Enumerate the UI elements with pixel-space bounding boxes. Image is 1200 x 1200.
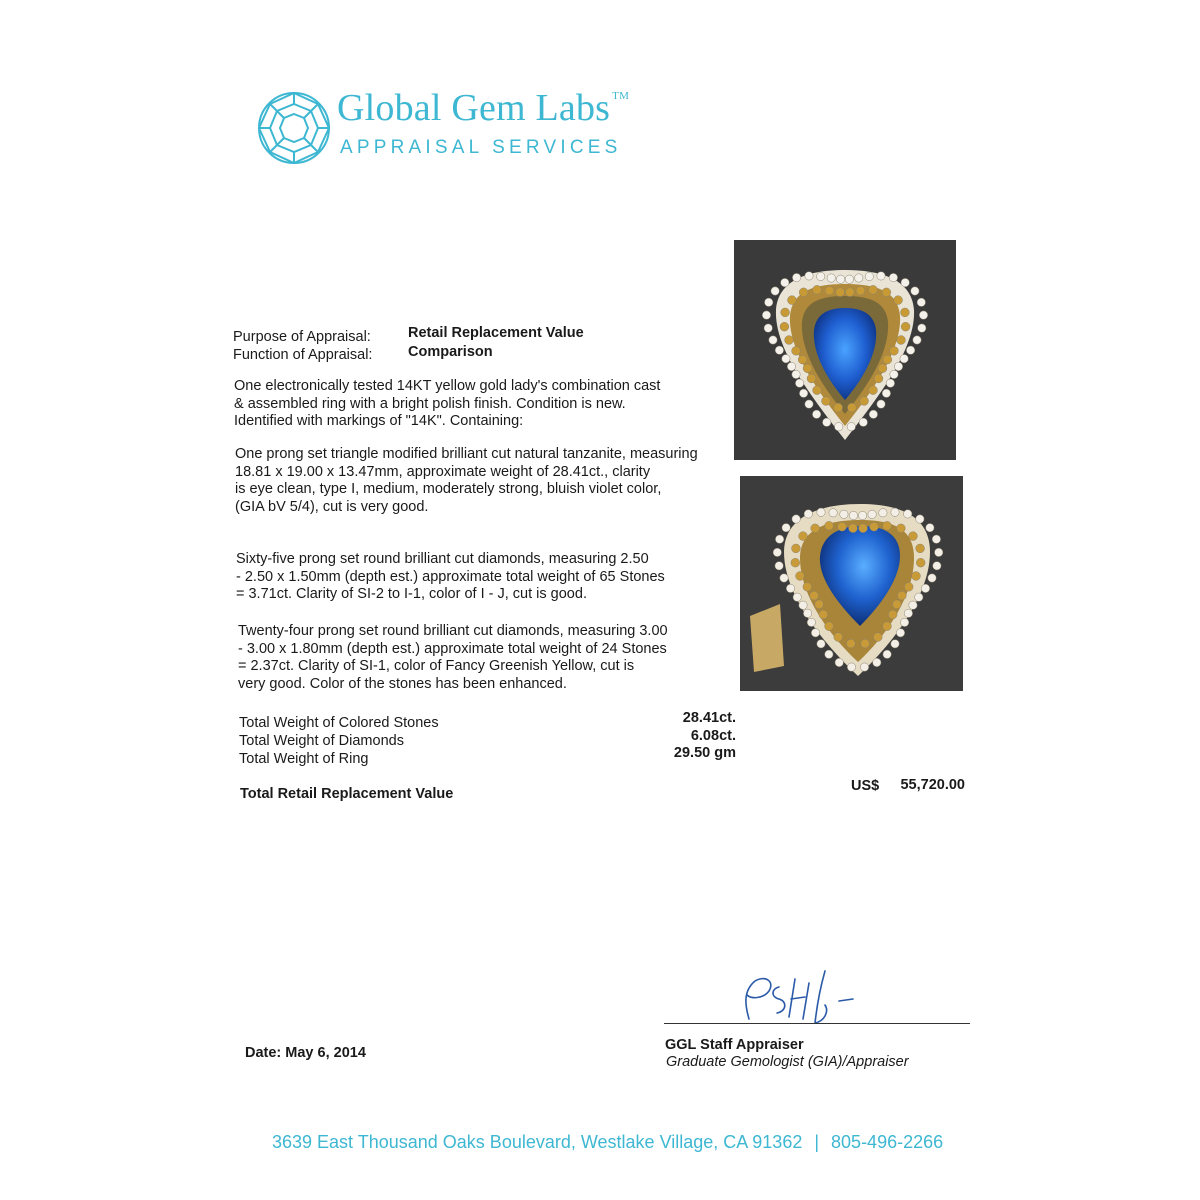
text-line: One prong set triangle modified brilliant cut natural tanzanite, measuring [235,446,698,462]
total-retail-value: 55,720.00 [900,777,965,793]
currency-label: US$ [851,778,880,794]
total-diamonds-label: Total Weight of Diamonds [239,733,404,749]
text-line: (GIA bV 5/4), cut is very good. [235,498,429,515]
text-line: - 2.50 x 1.50mm (depth est.) approximate total weight of 65 Stones [236,568,665,585]
ring-front-photo [734,240,956,460]
description-yellow-diamonds [238,623,668,693]
text-line: & assembled ring with a bright polish finish. Condition is new. [234,395,626,412]
gem-logo-icon [256,90,332,166]
total-colored-label: Total Weight of Colored Stones [239,715,439,731]
total-retail-label: Total Retail Replacement Value [240,786,454,802]
footer-separator: | [814,1132,820,1152]
brand-subtitle: APPRAISAL SERVICES [340,137,622,158]
text-line: = 2.37ct. Clarity of SI-1, color of Fancy Greenish Yellow, cut is [238,658,635,674]
purpose-label: Purpose of Appraisal: [233,329,371,345]
appraiser-signature [735,965,865,1027]
total-ring-label: Total Weight of Ring [239,751,369,767]
trademark-mark: TM [612,90,630,102]
function-label: Function of Appraisal: [233,347,373,363]
text-line: 18.81 x 19.00 x 13.47mm, approximate weight of 28.41ct., clarity [235,463,651,480]
description-intro [234,378,660,431]
function-value: Comparison [408,344,493,360]
text-line: - 3.00 x 1.80mm (depth est.) approximate total weight of 24 Stones [238,640,667,657]
purpose-value: Retail Replacement Value [408,325,584,341]
text-line: Twenty-four prong set round brilliant cut diamonds, measuring 3.00 [238,623,668,639]
text-line: very good. Color of the stones has been enhanced. [238,675,567,692]
description-white-diamonds [236,551,665,604]
brand-name: Global Gem Labs ™ [337,87,630,129]
total-ring-value: 29.50 gm [673,745,736,761]
text-line: = 3.71ct. Clarity of SI-2 to I-1, color of I - J, cut is good. [236,586,587,602]
text-line: is eye clean, type I, medium, moderately strong, bluish violet color, [235,481,662,497]
text-line: Identified with markings of "14K". Containing: [234,413,524,429]
text-line: Sixty-five prong set round brilliant cut diamonds, measuring 2.50 [236,551,649,567]
footer-contact [272,1132,943,1153]
ring-angle-photo [740,476,963,691]
footer-address: 3639 East Thousand Oaks Boulevard, Westlake Village, CA 91362 [272,1132,803,1152]
footer-phone: 805-496-2266 [831,1132,944,1152]
total-colored-value: 28.41ct. [682,710,736,726]
appraiser-name: GGL Staff Appraiser [665,1037,804,1053]
appraiser-title: Graduate Gemologist (GIA)/Appraiser [666,1054,909,1070]
total-diamonds-value: 6.08ct. [690,728,736,744]
text-line: One electronically tested 14KT yellow gold lady's combination cast [234,378,661,394]
appraisal-date: Date: May 6, 2014 [245,1045,366,1061]
description-tanzanite [235,446,698,516]
signature-line [664,1023,970,1024]
